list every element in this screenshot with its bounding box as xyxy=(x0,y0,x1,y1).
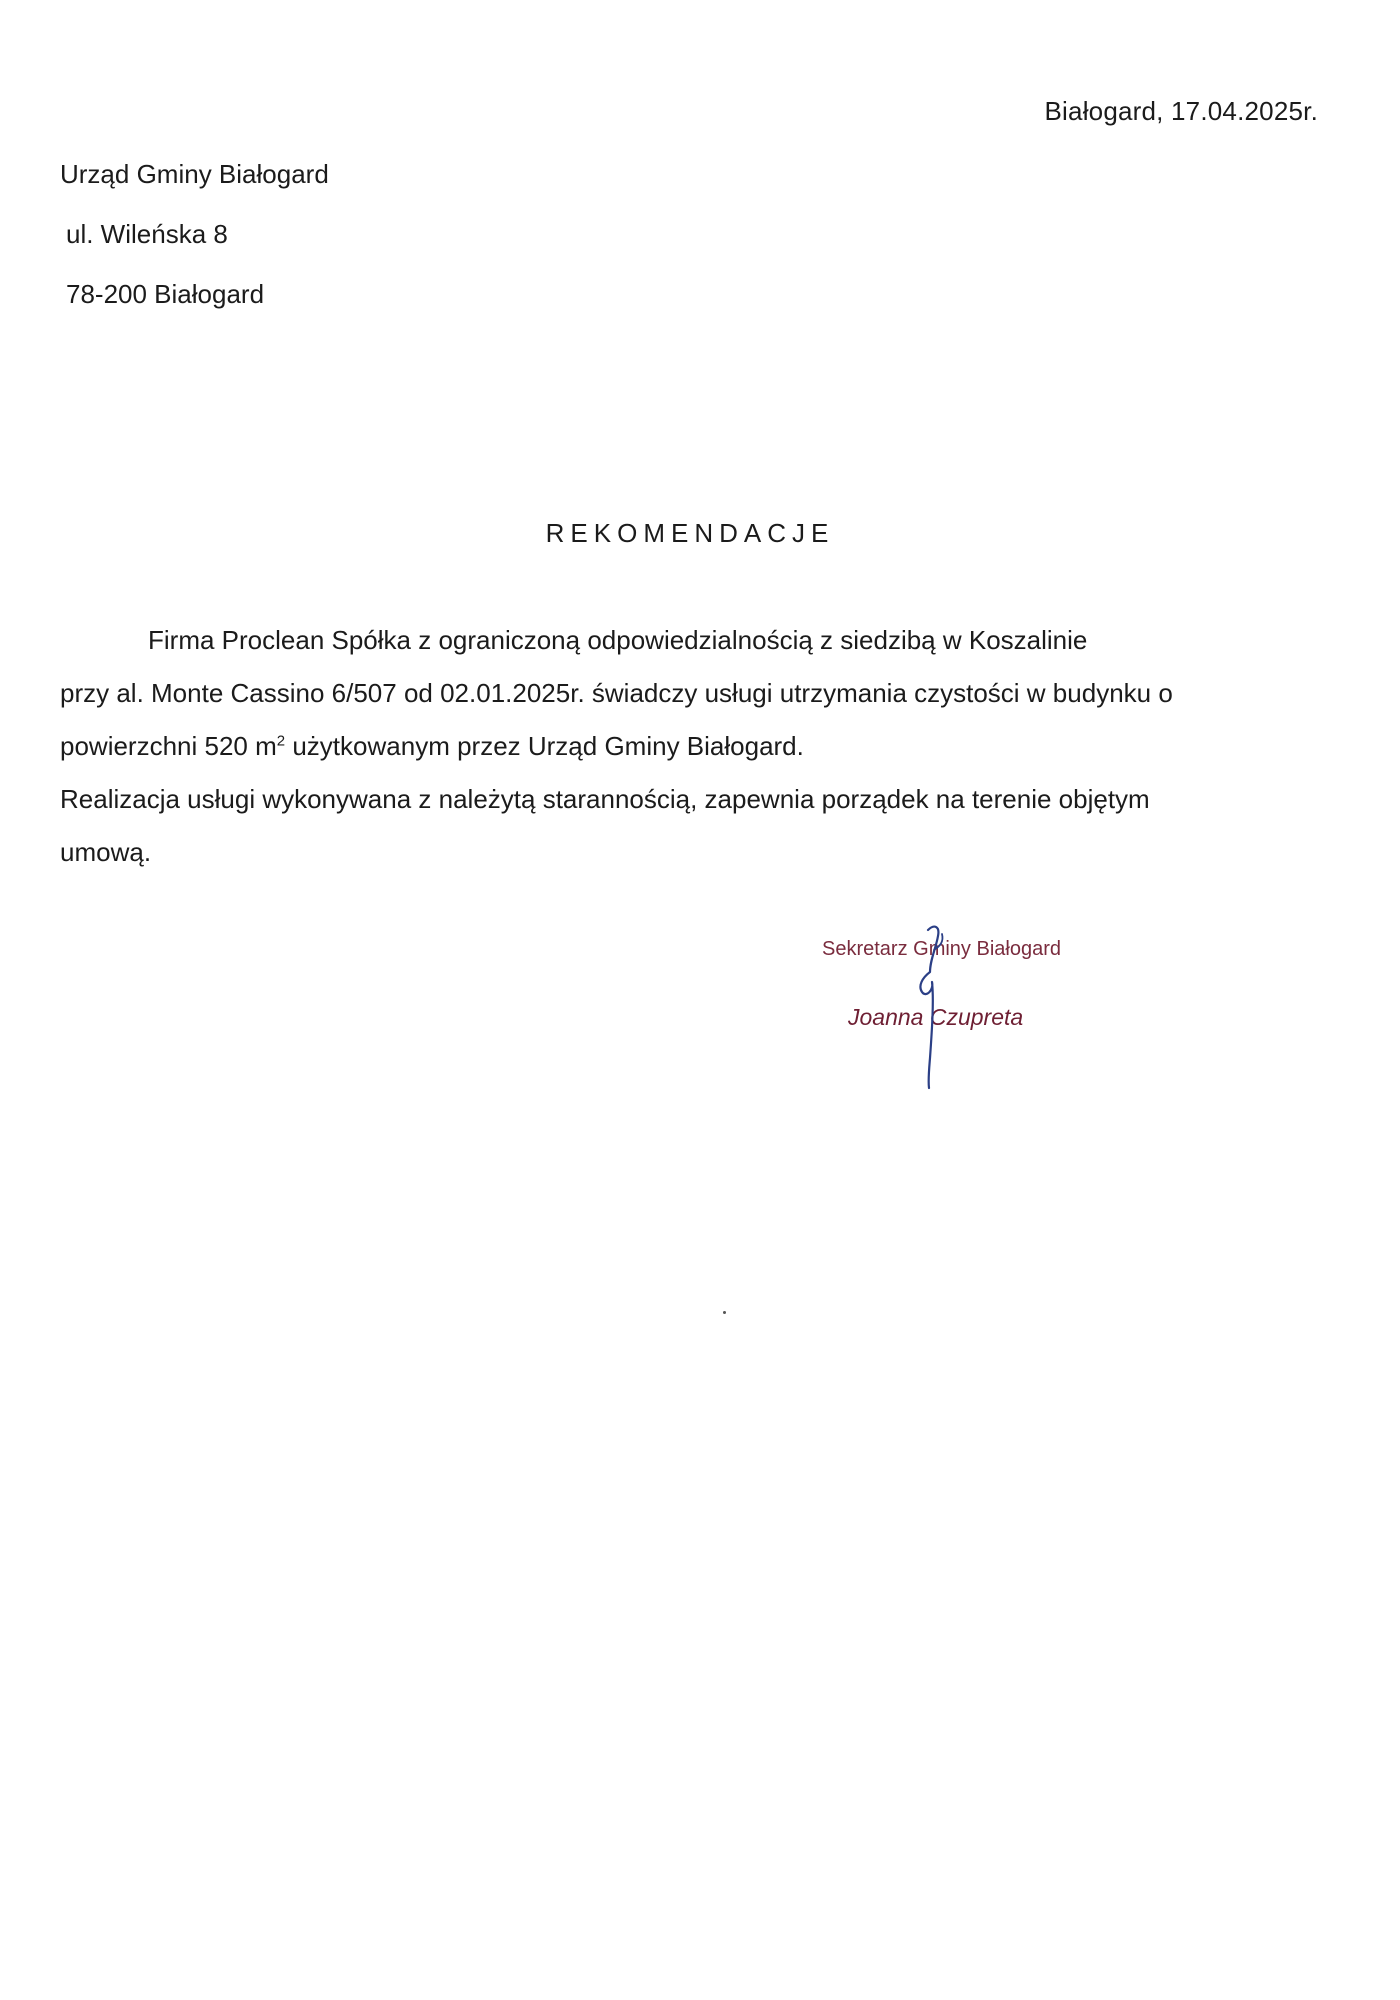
body-line-2: przy al. Monte Cassino 6/507 od 02.01.2025r. świadczy usługi utrzymania czystości w budynku o xyxy=(60,678,1173,708)
body-line-3 xyxy=(60,720,1300,773)
scan-speck xyxy=(723,1311,726,1314)
body-line-3-end: użytkowanym przez Urząd Gminy Białogard. xyxy=(285,731,804,761)
stamp-name: Joanna Czupreta xyxy=(848,1004,1024,1030)
place-date: Białogard, 17.04.2025r. xyxy=(1044,96,1318,126)
body-line-5: umową. xyxy=(60,837,152,867)
superscript-2: 2 xyxy=(276,732,286,750)
body-line-1: Firma Proclean Spółka z ograniczoną odpowiedzialnością z siedzibą w Koszalinie xyxy=(148,625,1088,655)
letter-title: REKOMENDACJE xyxy=(545,518,835,548)
recipient-street: ul. Wileńska 8 xyxy=(66,219,228,249)
official-stamp xyxy=(820,920,1120,1100)
recipient-name: Urząd Gminy Białogard xyxy=(60,159,329,189)
recipient-postal-city: 78-200 Białogard xyxy=(66,279,265,309)
stamp-role: Sekretarz Gminy Białogard xyxy=(822,938,1061,960)
body-line-4: Realizacja usługi wykonywana z należytą starannością, zapewnia porządek na terenie objętym xyxy=(60,784,1150,814)
recipient-address xyxy=(60,156,329,336)
body-line-3-start: powierzchni 520 m xyxy=(60,731,277,761)
handwritten-signature xyxy=(900,920,970,1090)
letter-body xyxy=(60,614,1300,879)
